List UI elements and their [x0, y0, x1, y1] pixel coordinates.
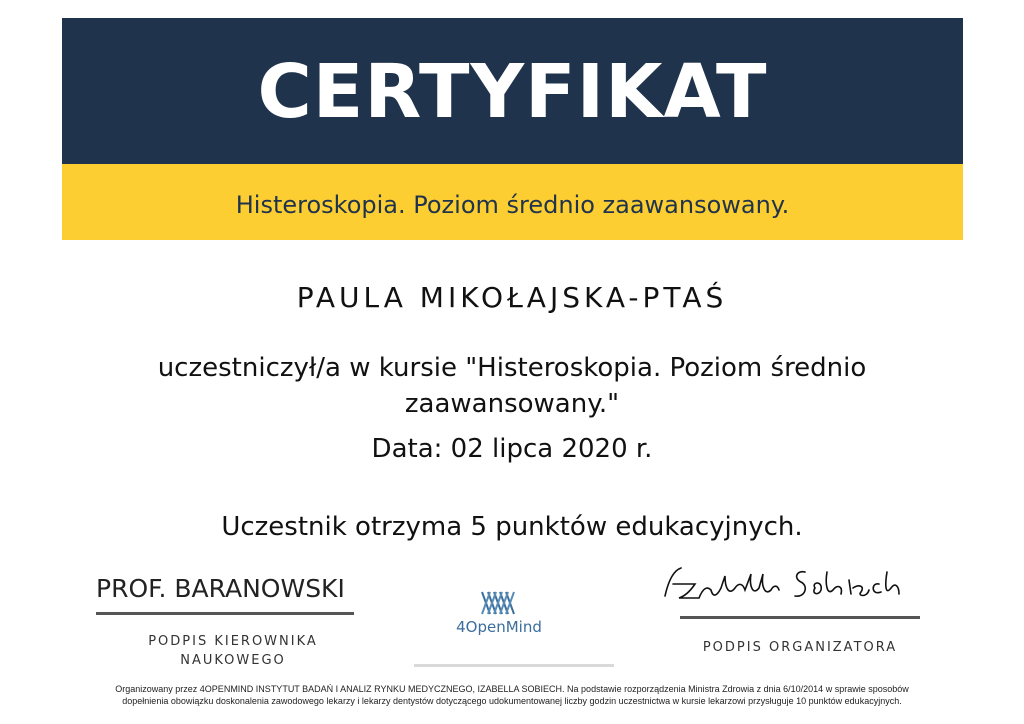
course-band — [62, 164, 963, 240]
logo-divider — [414, 664, 614, 667]
footer-line-1: Organizowany przez 4OPENMIND INSTYTUT BADAŃ I ANALIZ RYNKU MEDYCZNEGO, IZABELLA SOBIECH. Na podstawie rozporządzenia Ministra Zdrowia z dnia 6/10/2014 w sprawie sposobów — [115, 684, 909, 694]
organizer-handwritten-signature — [655, 558, 925, 608]
caption-line-1: PODPIS KIEROWNIKA — [148, 634, 318, 649]
course-statement-line-1: uczestniczył/a w kursie "Histeroskopia. Poziom średnio — [157, 353, 867, 383]
participant-name: PAULA MIKOŁAJSKA-PTAŚ — [296, 281, 728, 314]
signature-line-right — [680, 616, 920, 619]
organizer-caption: PODPIS ORGANIZATORA — [702, 640, 898, 655]
course-statement-line-2: zaawansowany." — [404, 389, 620, 419]
scientific-director-caption — [118, 632, 348, 670]
certificate-title: CERTYFIKAT — [257, 49, 768, 135]
openmind-logo — [444, 588, 554, 648]
scientific-director-name: PROF. BARANOWSKI — [96, 574, 345, 603]
course-statement — [90, 350, 934, 422]
logo-text: 4OpenMind — [456, 618, 542, 636]
ribbon-logo-icon — [444, 588, 554, 618]
education-points: Uczestnik otrzyma 5 punktów edukacyjnych. — [221, 512, 803, 542]
signature-line-left — [96, 612, 354, 615]
caption-line-2: NAUKOWEGO — [180, 653, 286, 668]
footer-line-2: dopełnienia obowiązku doskonalenia zawodowego lekarzy i lekarzy dentystów dotyczącego udokumentowanej liczby godzin uczestnictwa w kursie lekarzowi przysługuje 10 punktów edukacyjnych. — [122, 696, 902, 706]
certificate-header — [62, 18, 963, 164]
course-subtitle: Histeroskopia. Poziom średnio zaawansowany. — [235, 191, 790, 219]
course-date: Data: 02 lipca 2020 r. — [371, 434, 653, 464]
legal-footer — [30, 683, 994, 707]
